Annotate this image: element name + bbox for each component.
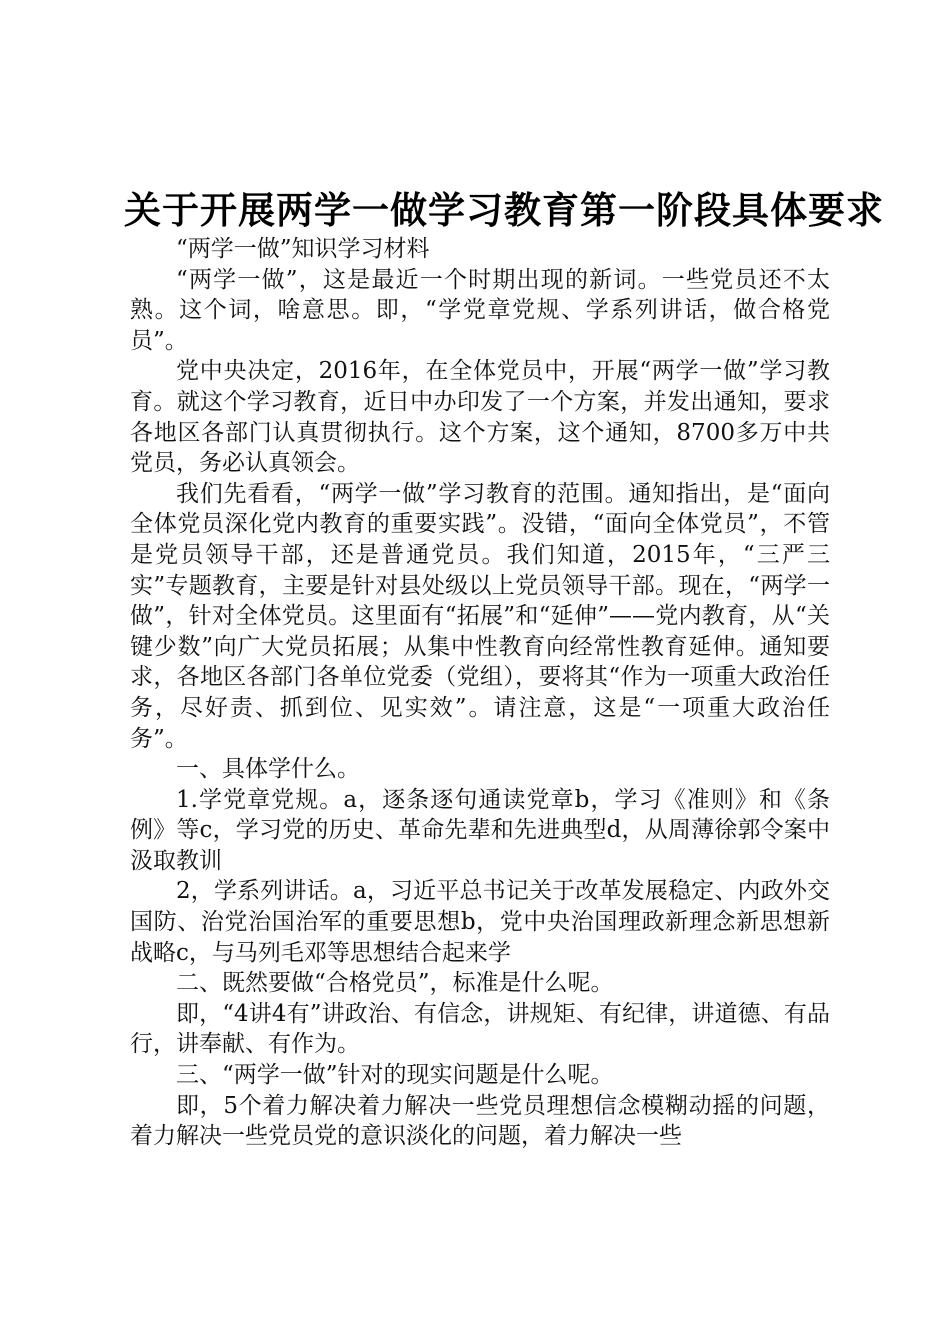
paragraph-scope: 我们先看看，“两学一做”学习教育的范围。通知指出，是“面向全体党员深化党内教育的重要实践”。没错，“面向全体党员”，不管是党员领导干部，还是普通党员。我们知道，2015年，“三严三实”专题教育，主要是针对县处级以上党员领导干部。现在，“两学一做”，针对全体党员。这里面有“拓展”和“延伸”——党内教育，从“关键少数”向广大党员拓展；从集中性教育向经常性教育延伸。通知要求，各地区各部门各单位党委（党组），要将其“作为一项重大政治任务，尽好责、抓到位、见实效”。请注意，这是“一项重大政治任务”。 — [130, 480, 830, 752]
paragraph-study-speeches: 2，学系列讲话。a，习近平总书记关于改革发展稳定、内政外交国防、治党治国治军的重要思想b，党中央治国理政新理念新思想新战略c，与马列毛邓等思想结合起来学 — [130, 878, 830, 966]
section-heading-2: 二、既然要做“合格党员”，标准是什么呢。 — [176, 970, 614, 997]
section-heading-3: 三、“两学一做”针对的现实问题是什么呢。 — [176, 1062, 614, 1089]
paragraph-standards: 即，“4讲4有”讲政治、有信念，讲规矩、有纪律，讲道德、有品行，讲奉献、有作为。 — [130, 1000, 830, 1058]
paragraph-problems: 即，5个着力解决着力解决一些党员理想信念模糊动摇的问题，着力解决一些党员党的意识淡化的问题，着力解决一些 — [130, 1092, 830, 1150]
paragraph-intro: “两学一做”，这是最近一个时期出现的新词。一些党员还不太熟。这个词，啥意思。即，“学党章党规、学系列讲话，做合格党员”。 — [130, 266, 830, 354]
section-heading-1: 一、具体学什么。 — [176, 756, 360, 783]
document-title: 关于开展两学一做学习教育第一阶段具体要求 — [124, 188, 884, 232]
document-body — [130, 234, 830, 1152]
paragraph-subtitle: “两学一做”知识学习材料 — [176, 236, 430, 262]
paragraph-study-rules: 1.学党章党规。a，逐条逐句通读党章b，学习《准则》和《条例》等c，学习党的历史、革命先辈和先进典型d，从周薄徐郭令案中汲取教训 — [130, 786, 830, 874]
paragraph-decision: 党中央决定，2016年，在全体党员中，开展“两学一做”学习教育。就这个学习教育，近日中办印发了一个方案，并发出通知，要求各地区各部门认真贯彻执行。这个方案，这个通知，8700多万中共党员，务必认真领会。 — [130, 358, 830, 477]
